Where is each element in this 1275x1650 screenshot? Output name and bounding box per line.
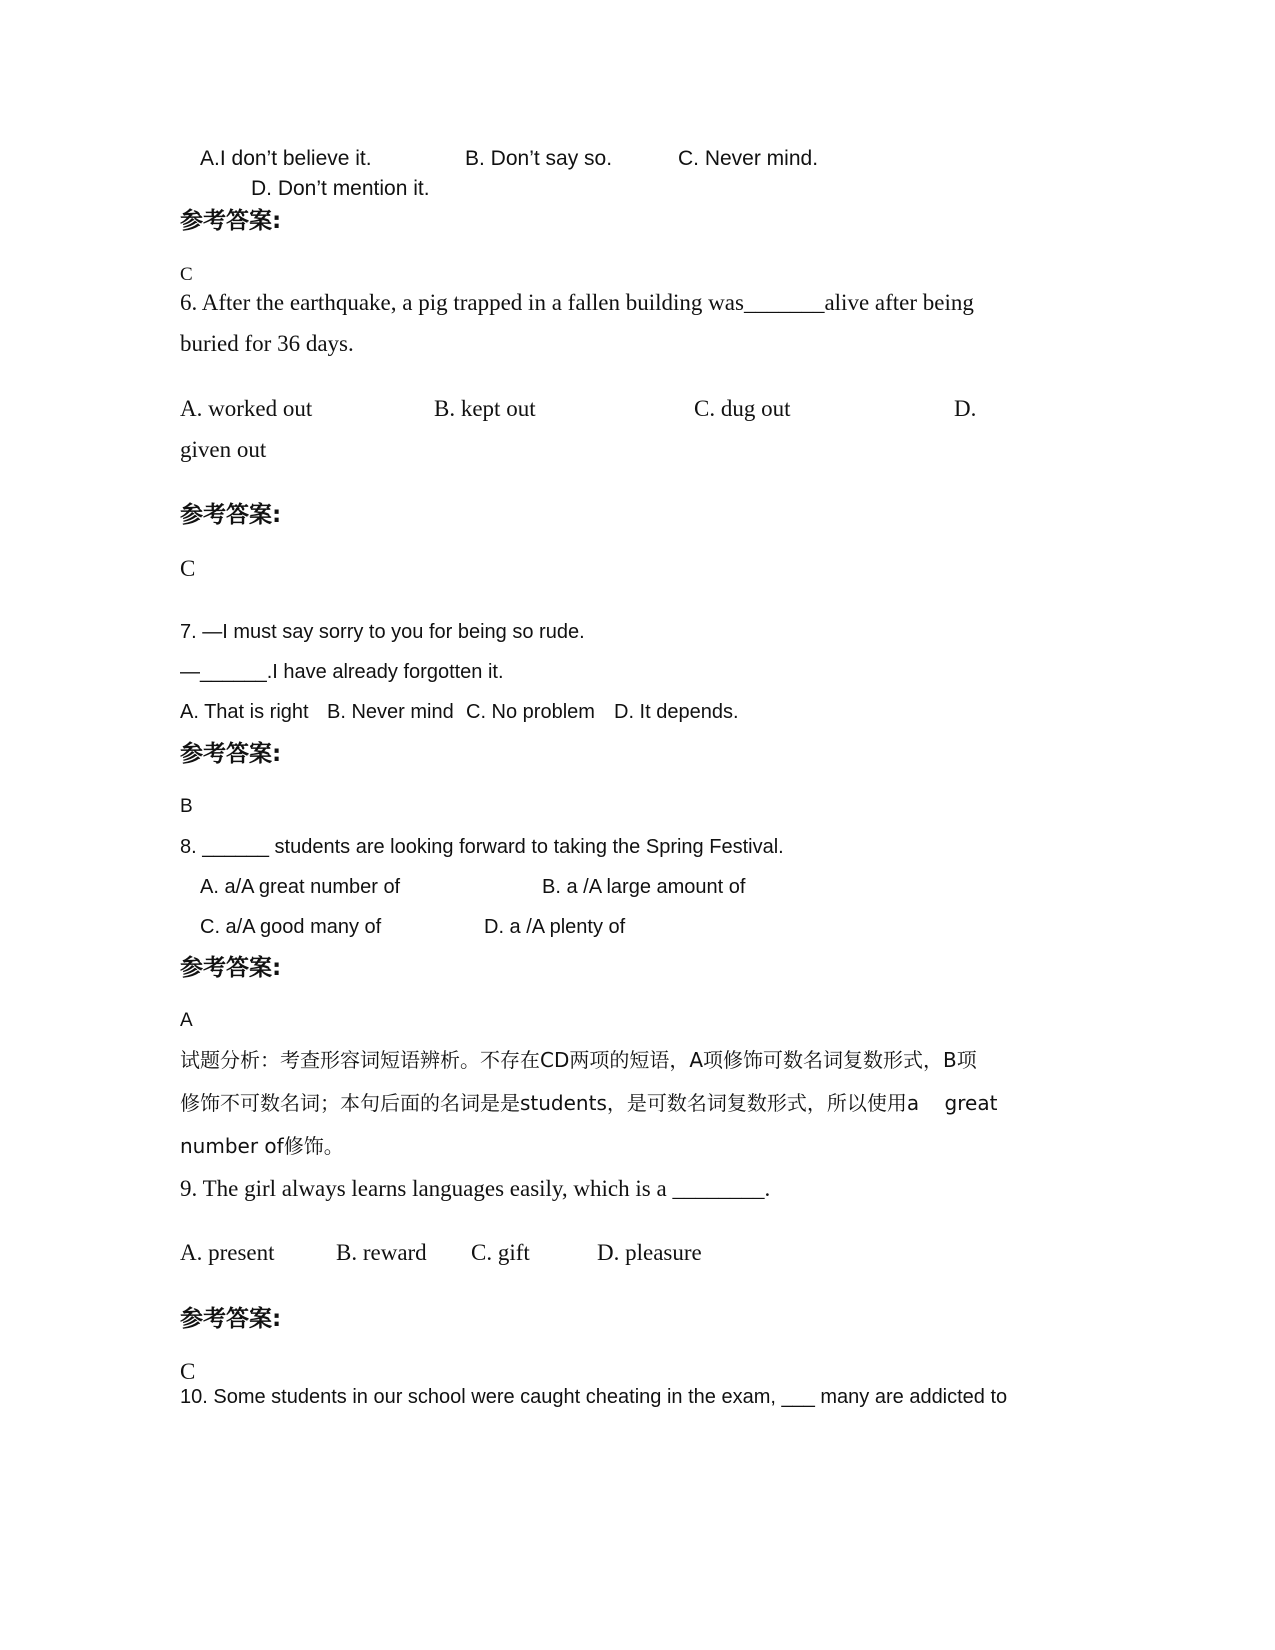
q5-option-a: A.I don’t believe it. — [200, 147, 372, 170]
q5-option-b: B. Don’t say so. — [465, 147, 613, 170]
q6-question-line1: 6. After the earthquake, a pig trapped in a fallen building was_______alive after being — [180, 290, 974, 315]
q8-answer: A — [180, 1010, 193, 1031]
q8-analysis-line1: 试题分析：考查形容词短语辨析。不存在CD两项的短语，A项修饰可数名词复数形式，B项 — [180, 1048, 977, 1072]
q5-option-d: D. Don’t mention it. — [251, 177, 430, 200]
q6-option-b: B. kept out — [434, 396, 536, 421]
q8-option-d: D. a /A plenty of — [484, 916, 626, 938]
q9-answer: C — [180, 1359, 196, 1384]
q7-option-a: A. That is right — [180, 701, 309, 723]
q8-analysis-line2: 修饰不可数名词；本句后面的名词是是students，是可数名词复数形式，所以使用a great — [180, 1091, 998, 1115]
q7-question-line2: —______.I have already forgotten it. — [180, 661, 504, 683]
q7-option-c: C. No problem — [466, 701, 595, 723]
q9-answer-label: 参考答案: — [180, 1306, 282, 1332]
q7-answer: B — [180, 796, 193, 817]
q9-option-b: B. reward — [336, 1240, 427, 1265]
q6-option-d: D. — [954, 396, 977, 421]
q6-option-d-cont: given out — [180, 437, 267, 462]
q6-answer-label: 参考答案: — [180, 502, 282, 528]
q8-analysis-line3: number of修饰。 — [180, 1134, 344, 1158]
q7-option-b: B. Never mind — [327, 701, 454, 723]
q9-option-a: A. present — [180, 1240, 275, 1265]
q8-answer-label: 参考答案: — [180, 955, 282, 981]
q7-option-d: D. It depends. — [614, 701, 739, 723]
q8-question-line1: 8. ______ students are looking forward to taking the Spring Festival. — [180, 836, 784, 858]
q6-question-line2: buried for 36 days. — [180, 331, 354, 356]
q9-option-d: D. pleasure — [597, 1240, 702, 1265]
q6-option-a: A. worked out — [180, 396, 313, 421]
q8-option-c: C. a/A good many of — [200, 916, 382, 938]
q6-answer: C — [180, 556, 196, 581]
q5-answer: C — [180, 264, 193, 285]
q9-question-line1: 9. The girl always learns languages easily, which is a ________. — [180, 1176, 771, 1201]
q8-option-a: A. a/A great number of — [200, 876, 401, 898]
q5-answer-label: 参考答案: — [180, 208, 282, 234]
q8-option-b: B. a /A large amount of — [542, 876, 746, 898]
q9-option-c: C. gift — [471, 1240, 530, 1265]
q10-question-line1: 10. Some students in our school were caught cheating in the exam, ___ many are addicted to — [180, 1386, 1008, 1408]
q7-answer-label: 参考答案: — [180, 741, 282, 767]
q5-option-c: C. Never mind. — [678, 147, 819, 170]
q6-option-c: C. dug out — [694, 396, 791, 421]
q7-question-line1: 7. —I must say sorry to you for being so rude. — [180, 621, 585, 643]
